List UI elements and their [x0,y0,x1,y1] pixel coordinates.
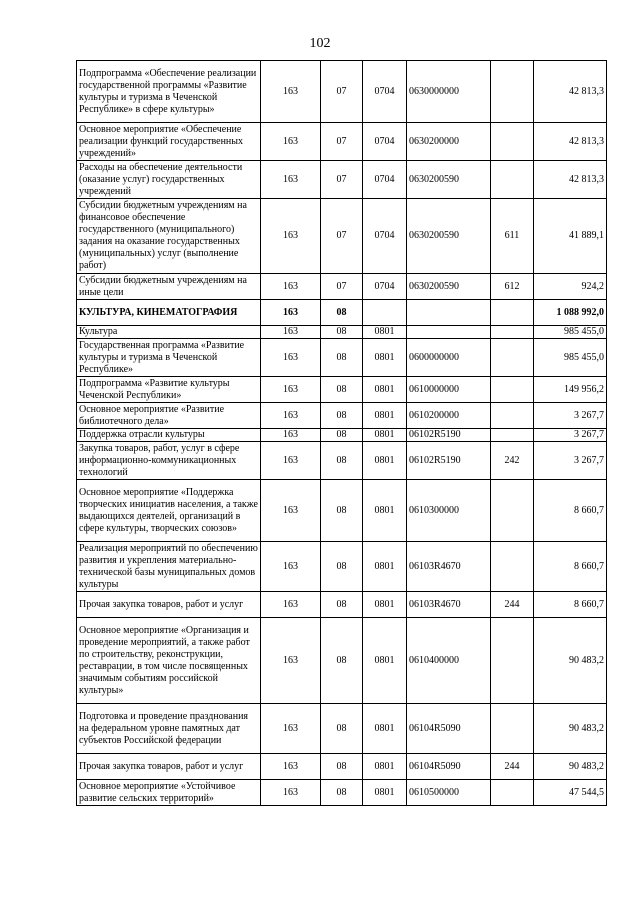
row-pr: 0801 [363,592,407,618]
row-csr: 06104R5090 [407,754,491,780]
page-number: 102 [309,36,331,51]
budget-table-body [77,61,607,806]
row-pr: 0801 [363,377,407,403]
row-vr [491,326,534,339]
row-csr: 0610400000 [407,618,491,704]
row-name: Культура [77,326,261,339]
row-csr [407,326,491,339]
row-pr: 0704 [363,199,407,274]
row-pr: 0704 [363,274,407,300]
row-rz: 08 [321,429,363,442]
row-csr: 06103R4670 [407,592,491,618]
row-ved: 163 [261,480,321,542]
row-rz: 08 [321,618,363,704]
row-sum: 1 088 992,0 [534,300,607,326]
row-rz: 08 [321,754,363,780]
row-rz: 07 [321,161,363,199]
row-ved: 163 [261,592,321,618]
row-sum: 42 813,3 [534,123,607,161]
row-sum: 985 455,0 [534,326,607,339]
row-ved: 163 [261,61,321,123]
row-vr [491,161,534,199]
row-ved: 163 [261,377,321,403]
row-ved: 163 [261,123,321,161]
row-csr: 0610500000 [407,780,491,806]
table-row [77,592,607,618]
row-name: Закупка товаров, работ, услуг в сфере информационно-коммуникационных технологий [77,442,261,480]
table-row [77,754,607,780]
table-row [77,618,607,704]
row-pr: 0801 [363,704,407,754]
row-name: Субсидии бюджетным учреждениям на финансовое обеспечение государственного (муниципального) задания на оказание государственных (муниципальных) услуг (выполнение работ) [77,199,261,274]
row-ved: 163 [261,161,321,199]
row-csr: 06102R5190 [407,442,491,480]
table-row [77,123,607,161]
row-csr [407,300,491,326]
row-name: Основное мероприятие «Поддержка творческих инициатив населения, а также выдающихся деятелей, организаций в сфере культуры, творческих союзов» [77,480,261,542]
row-vr [491,61,534,123]
row-vr [491,704,534,754]
row-ved: 163 [261,300,321,326]
row-rz: 07 [321,61,363,123]
row-rz: 08 [321,480,363,542]
row-name: Субсидии бюджетным учреждениям на иные цели [77,274,261,300]
table-row [77,274,607,300]
row-name: Реализация мероприятий по обеспечению развития и укрепления материально-технической базы муниципальных домов культуры [77,542,261,592]
row-pr: 0704 [363,61,407,123]
row-sum: 8 660,7 [534,542,607,592]
row-ved: 163 [261,339,321,377]
row-pr: 0801 [363,442,407,480]
row-csr: 0610300000 [407,480,491,542]
row-name: Расходы на обеспечение деятельности (оказание услуг) государственных учреждений [77,161,261,199]
row-vr: 244 [491,592,534,618]
row-name: Подпрограмма «Развитие культуры Чеченской Республики» [77,377,261,403]
row-rz: 08 [321,780,363,806]
row-rz: 08 [321,377,363,403]
table-row [77,704,607,754]
row-vr: 612 [491,274,534,300]
row-vr: 611 [491,199,534,274]
row-pr: 0801 [363,780,407,806]
table-row [77,339,607,377]
table-row [77,429,607,442]
row-sum: 985 455,0 [534,339,607,377]
row-name: Основное мероприятие «Обеспечение реализации функций государственных учреждений» [77,123,261,161]
table-row [77,542,607,592]
row-csr: 06103R4670 [407,542,491,592]
row-ved: 163 [261,754,321,780]
row-name: КУЛЬТУРА, КИНЕМАТОГРАФИЯ [77,300,261,326]
row-vr [491,480,534,542]
row-sum: 41 889,1 [534,199,607,274]
row-name: Прочая закупка товаров, работ и услуг [77,592,261,618]
row-ved: 163 [261,542,321,592]
row-ved: 163 [261,326,321,339]
row-rz: 08 [321,704,363,754]
row-name: Подготовка и проведение празднования на федеральном уровне памятных дат субъектов Российской федерации [77,704,261,754]
row-ved: 163 [261,780,321,806]
row-rz: 08 [321,326,363,339]
row-sum: 3 267,7 [534,442,607,480]
table-row [77,300,607,326]
row-csr: 06102R5190 [407,429,491,442]
row-pr: 0801 [363,429,407,442]
row-sum: 3 267,7 [534,403,607,429]
row-csr: 0630200000 [407,123,491,161]
row-pr: 0704 [363,161,407,199]
row-sum: 149 956,2 [534,377,607,403]
row-pr: 0801 [363,326,407,339]
row-vr [491,339,534,377]
row-vr [491,377,534,403]
budget-table [76,60,607,806]
row-sum: 3 267,7 [534,429,607,442]
row-ved: 163 [261,274,321,300]
row-ved: 163 [261,704,321,754]
row-csr: 06104R5090 [407,704,491,754]
row-name: Прочая закупка товаров, работ и услуг [77,754,261,780]
row-vr [491,618,534,704]
row-name: Основное мероприятие «Устойчивое развитие сельских территорий» [77,780,261,806]
row-sum: 42 813,3 [534,161,607,199]
row-rz: 08 [321,542,363,592]
row-csr: 0610000000 [407,377,491,403]
row-vr [491,780,534,806]
row-name: Основное мероприятие «Организация и проведение мероприятий, а также работ по строительству, реконструкции, реставрации, в том числе посвященных значимым событиям российской культуры» [77,618,261,704]
row-sum: 90 483,2 [534,754,607,780]
table-row [77,161,607,199]
row-ved: 163 [261,429,321,442]
row-rz: 07 [321,274,363,300]
row-csr: 0630200590 [407,161,491,199]
table-row [77,326,607,339]
row-ved: 163 [261,199,321,274]
row-pr: 0801 [363,403,407,429]
table-row [77,480,607,542]
row-rz: 08 [321,300,363,326]
row-sum: 8 660,7 [534,480,607,542]
row-pr: 0801 [363,339,407,377]
row-csr: 0600000000 [407,339,491,377]
row-vr [491,542,534,592]
table-row [77,403,607,429]
row-pr: 0801 [363,542,407,592]
table-row [77,377,607,403]
row-csr: 0630200590 [407,199,491,274]
row-rz: 07 [321,123,363,161]
row-sum: 924,2 [534,274,607,300]
row-sum: 47 544,5 [534,780,607,806]
row-pr [363,300,407,326]
row-rz: 08 [321,339,363,377]
table-row [77,199,607,274]
table-row [77,61,607,123]
row-rz: 07 [321,199,363,274]
table-row [77,442,607,480]
row-name: Поддержка отрасли культуры [77,429,261,442]
row-ved: 163 [261,618,321,704]
row-pr: 0801 [363,618,407,704]
row-pr: 0801 [363,480,407,542]
row-name: Подпрограмма «Обеспечение реализации государственной программы «Развитие культуры и туризма в Чеченской Республике» в сфере культуры» [77,61,261,123]
row-ved: 163 [261,442,321,480]
row-pr: 0704 [363,123,407,161]
row-name: Основное мероприятие «Развитие библиотечного дела» [77,403,261,429]
row-vr [491,429,534,442]
row-pr: 0801 [363,754,407,780]
row-vr: 242 [491,442,534,480]
table-row [77,780,607,806]
row-ved: 163 [261,403,321,429]
row-sum: 90 483,2 [534,704,607,754]
row-sum: 42 813,3 [534,61,607,123]
row-vr: 244 [491,754,534,780]
row-rz: 08 [321,592,363,618]
row-csr: 0630000000 [407,61,491,123]
row-vr [491,300,534,326]
row-rz: 08 [321,403,363,429]
row-sum: 90 483,2 [534,618,607,704]
row-name: Государственная программа «Развитие культуры и туризма в Чеченской Республике» [77,339,261,377]
row-vr [491,403,534,429]
row-csr: 0610200000 [407,403,491,429]
row-vr [491,123,534,161]
row-sum: 8 660,7 [534,592,607,618]
row-csr: 0630200590 [407,274,491,300]
row-rz: 08 [321,442,363,480]
